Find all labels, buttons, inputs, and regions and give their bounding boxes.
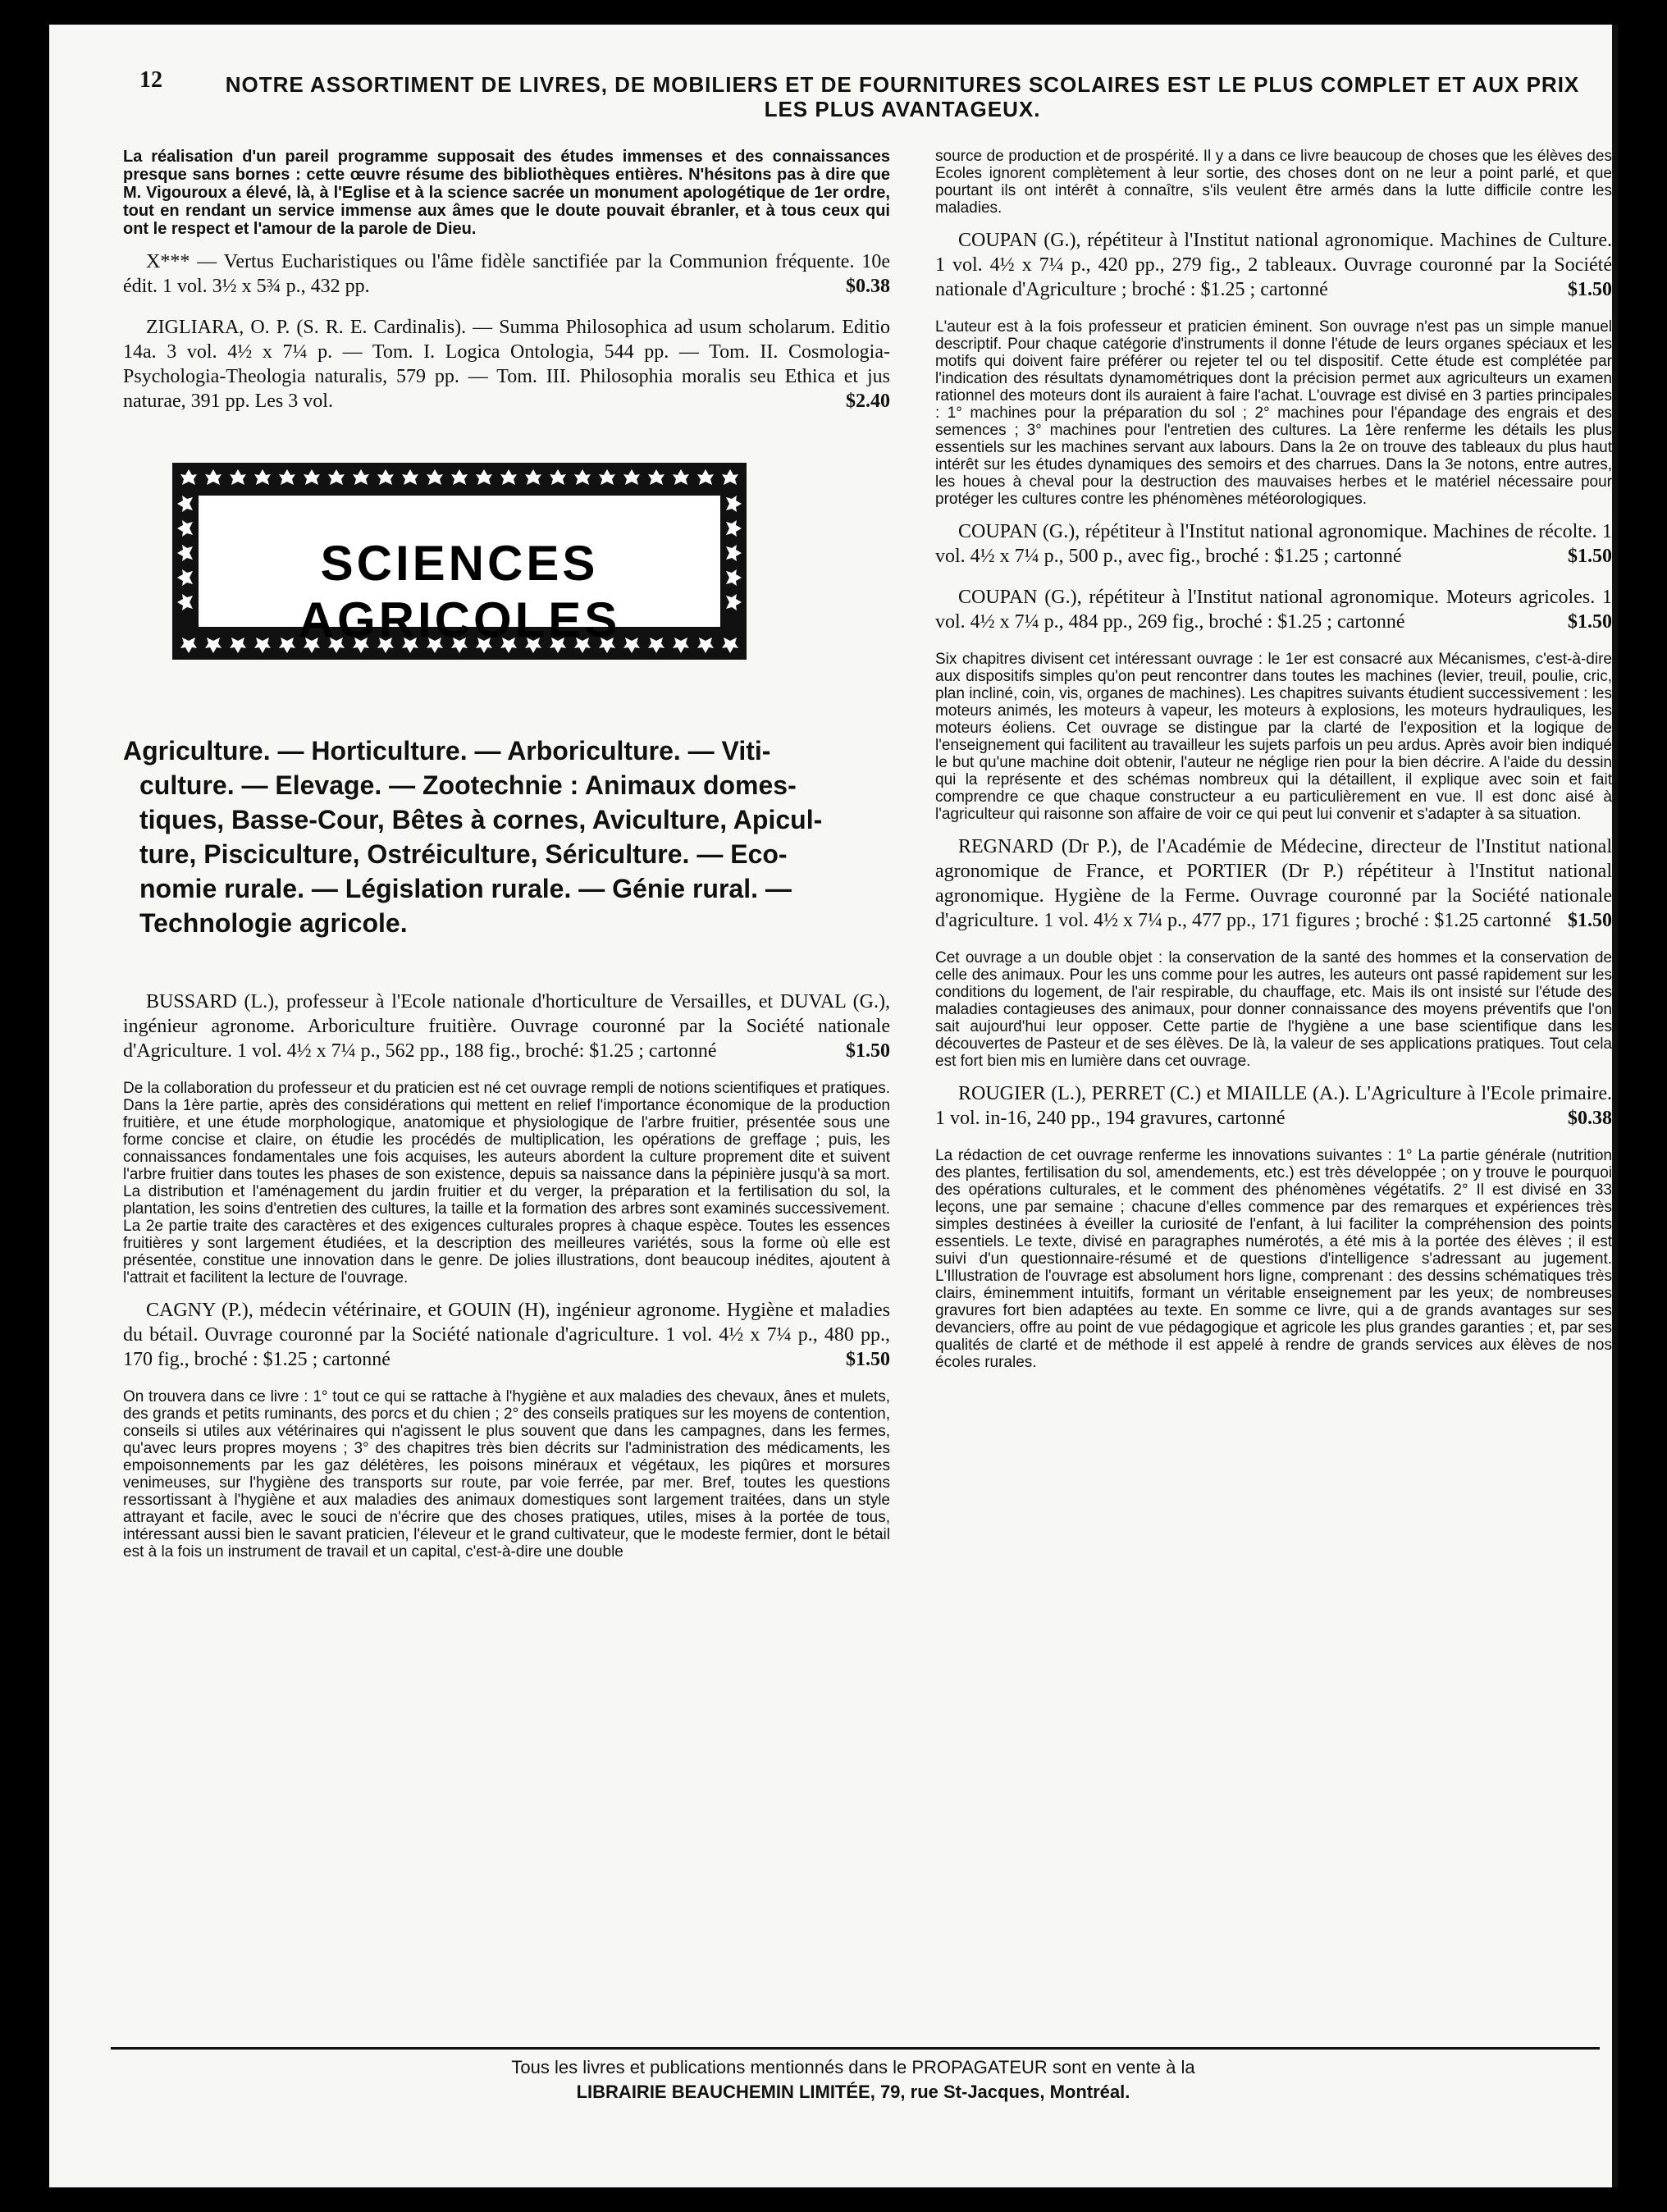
topics-line: nomie rurale. — Législation rurale. — Génie rural. — — [139, 874, 792, 903]
page-number: 12 — [139, 67, 162, 93]
entry-rougier-text: ROUGIER (L.), PERRET (C.) et MIAILLE (A.). L'Agriculture à l'Ecole primaire. 1 vol. in-16, 240 pp., 194 gravures, cartonné — [935, 1083, 1612, 1129]
right-column — [935, 148, 1612, 1382]
continued-paragraph: source de production et de prospérité. Il y a dans ce livre beaucoup de choses que les élèves des Ecoles ignorent complètement à leur sortie, des choses dont on ne leur a point parlé, et que pourtant ils ont intérêt à connaître, s'ils veulent être armés dans la lutte difficile contre les maladies. — [935, 148, 1612, 217]
bussard-description: De la collaboration du professeur et du praticien est né cet ouvrage rempli de notions scientifiques et pratiques. Dans la 1ère partie, après des considérations qui mettent en relief l'importance économique de la production fruitière, et une étude morphologique, anatomique et physiologique de l'arbre fruitier, présentée sous une forme concise et claire, on étudie les procédés de multiplication, les opérations de greffage ; puis, les connaissances fondamentales une fois acquises, les auteurs abordent la culture proprement dite et suivent l'arbre fruitier dans toutes les phases de son existence, depuis sa naissance dans la pépinière jusqu'à sa mort. La distribution et l'aménagement du jardin fruitier et du verger, la préparation et la fertilisation du sol, la plantation, les soins d'entretien des cultures, la taille et la formation des arbres sont examinés successivement. La 2e partie traite des caractères et des exigences culturales propres à chaque espèce. Toutes les essences fruitières y sont largement étudiées, et la description des meilleures variétés, sous la forme où elle est présentée, constitue une innovation dans le genre. De jolies illustrations, dont beaucoup inédites, ajoutent à l'attrait et facilitent la lecture de l'ouvrage. — [123, 1080, 890, 1287]
entry-regnard-price: $1.50 — [1568, 910, 1612, 931]
entry-rougier-price: $0.38 — [1568, 1108, 1612, 1129]
topics-line: ture, Pisciculture, Ostréiculture, Sériculture. — Eco- — [139, 839, 788, 869]
entry-coupan1-price: $1.50 — [1568, 279, 1612, 300]
catalog-entry-x — [123, 249, 890, 299]
entry-coupan3-text: COUPAN (G.), répétiteur à l'Institut national agronomique. Moteurs agricoles. 1 vol. 4½ x 7¼ p., 484 pp., 269 fig., broché : $1.25 ; cartonné — [935, 587, 1612, 633]
section-title: SCIENCES AGRICOLES — [298, 536, 621, 647]
cagny-description: On trouvera dans ce livre : 1° tout ce qui se rattache à l'hygiène et aux maladies des chevaux, ânes et mulets, des grands et petits ruminants, des porcs et du chien ; 2° des conseils pratiques sur les moyens de contention, conseils si utiles aux vétérinaires qui n'agissent le plus souvent que dans les campagnes, dans les fermes, qu'avec leurs propres moyens ; 3° des chapitres très bien décrits sur l'administration des médicaments, les empoisonnements par les gaz délétères, les poisons minéraux et végétaux, les piqûres et morsures venimeuses, sur l'hygiène des transports sur route, par voie ferrée, par mer. Bref, toutes les questions ressortissant à l'hygiène et aux maladies des animaux domestiques sont largement traitées, dans un style attrayant et facile, avec le souci de n'écrire que des choses pratiques, utiles, mises à la portée de tous, intéressant aussi bien le savant praticien, l'éleveur et le grand cultivateur, que le modeste fermier, dont le bétail est à la fois un instrument de travail et un capital, c'est-à-dire une double — [123, 1388, 890, 1561]
catalog-entry-regnard — [935, 834, 1612, 933]
entry-cagny-price: $1.50 — [846, 1349, 890, 1370]
catalog-entry-coupan-recolte — [935, 519, 1612, 569]
adjacent-page-edge — [1612, 25, 1618, 2187]
entry-cagny-text: CAGNY (P.), médecin vétérinaire, et GOUIN (H), ingénieur agronome. Hygiène et maladies du bétail. Ouvrage couronné par la Société nationale d'agriculture. 1 vol. 4½ x 7¼ p., 480 pp., 170 fig., broché : $1.25 ; cartonné — [123, 1300, 890, 1370]
catalog-entry-bussard — [123, 989, 890, 1063]
regnard-description: Cet ouvrage a un double objet : la conservation de la santé des hommes et la conservation de celle des animaux. Pour les uns comme pour les autres, les auteurs ont passé rapidement sur les conditions du logement, de l'air respirable, du chauffage, etc. Mais ils ont insisté sur l'étude des maladies contagieuses des animaux, pour donner connaissance des moyens préventifs que l'on sait aujourd'hui leur opposer. Cette partie de l'hygiène a une base scientifique dans les découvertes de Pasteur et de ses élèves. De là, la valeur de ses applications pratiques. Tout cela est fort bien mis en lumière dans cet ouvrage. — [935, 949, 1612, 1070]
entry-coupan3-price: $1.50 — [1568, 611, 1612, 633]
section-banner — [172, 463, 747, 660]
topics-list — [123, 734, 890, 940]
scanned-page — [49, 25, 1618, 2187]
footer-line-2: LIBRAIRIE BEAUCHEMIN LIMITÉE, 79, rue St-Jacques, Montréal. — [576, 2082, 1130, 2102]
entry-x-text: X*** — Vertus Eucharistiques ou l'âme fidèle sanctifiée par la Communion fréquente. 10e édit. 1 vol. 3½ x 5¾ p., 432 pp. — [123, 251, 890, 297]
footer-line-1: Tous les livres et publications mentionnés dans le PROPAGATEUR sont en vente à la — [511, 2057, 1195, 2077]
entry-zigliara-price: $2.40 — [846, 391, 890, 412]
catalog-entry-coupan-moteurs — [935, 585, 1612, 634]
entry-coupan2-text: COUPAN (G.), répétiteur à l'Institut national agronomique. Machines de récolte. 1 vol. 4½ x 7¼ p., 500 p., avec fig., broché : $1.25 ; cartonné — [935, 521, 1612, 567]
topics-line: Technologie agricole. — [139, 908, 408, 938]
footer-rule — [111, 2047, 1600, 2050]
topics-line: culture. — Elevage. — Zootechnie : Animaux domes- — [139, 770, 797, 800]
catalog-entry-cagny — [123, 1298, 890, 1372]
entry-coupan2-price: $1.50 — [1568, 546, 1612, 567]
banner-panel — [199, 496, 720, 647]
entry-bussard-price: $1.50 — [846, 1040, 890, 1062]
entry-bussard-text: BUSSARD (L.), professeur à l'Ecole nationale d'horticulture de Versailles, et DUVAL (G.), ingénieur agronome. Arboriculture fruitière. Ouvrage couronné par la Société nationale d'Agriculture. 1 vol. 4½ x 7¼ p., 562 pp., 188 fig., broché: $1.25 ; cartonné — [123, 991, 890, 1062]
catalog-entry-rougier — [935, 1081, 1612, 1131]
rougier-description: La rédaction de cet ouvrage renferme les innovations suivantes : 1° La partie générale (nutrition des plantes, fertilisation du sol, amendements, etc.) est très développée ; on y trouve le pourquoi des opérations culturales, et le comment des phénomènes végétatifs. 2° Il est divisé en 33 leçons, une par semaine ; chacune d'elles commence par des remarques et expériences très simples destinées à éveiller la curiosité de l'enfant, à lui faciliter la compréhension des points essentiels. Le texte, divisé en paragraphes numérotés, a été mis à la portée des élèves ; il est suivi d'un questionnaire-résumé et de questions d'intelligence s'adressant au jugement. L'Illustration de l'ouvrage est absolument hors ligne, comprenant : des dessins schématiques très clairs, éminemment intuitifs, formant un véritable enseignement par les yeux; de nombreuses gravures fort bien adaptées au texte. En somme ce livre, qui a de grands avantages sur ses devanciers, offre au point de vue pédagogique et agricole les plus grandes garanties ; et, par ses qualités de clarté et de méthode il est appelé à rendre de grands services aux élèves de nos écoles rurales. — [935, 1147, 1612, 1371]
topics-line: tiques, Basse-Cour, Bêtes à cornes, Aviculture, Apicul- — [139, 805, 823, 834]
coupan1-description: L'auteur est à la fois professeur et praticien éminent. Son ouvrage n'est pas un simple manuel descriptif. Pour chaque catégorie d'instruments il donne l'étude de leurs organes spéciaux et les motifs qui doivent faire préférer ou rejeter tel ou tel dispositif. Cette étude est complétée par l'indication des résultats dynamométriques dont la précision permet aux agriculteurs un examen rationnel des moteurs dont ils auraient à faire l'achat. L'ouvrage est divisé en 3 parties principales : 1° machines pour la préparation du sol ; 2° machines pour l'épandage des engrais et des semences ; 3° machines pour l'entretien des cultures. La 1ère renferme les détails les plus essentiels sur les machines servant aux labours. Dans la 2e on trouve des tableaux du plus haut intérêt sur les études dynamiques des semoirs et des charrues. Dans la 3e notons, entre autres, les houes à cheval pour la destruction des mauvaises herbes et le matériel nécessaire pour protéger les cultures contre les phénomènes météorologiques. — [935, 318, 1612, 508]
entry-x-price: $0.38 — [846, 276, 890, 297]
topics-line: Agriculture. — Horticulture. — Arboriculture. — Viti- — [123, 736, 771, 766]
catalog-entry-coupan-culture — [935, 228, 1612, 302]
entry-coupan1-text: COUPAN (G.), répétiteur à l'Institut national agronomique. Machines de Culture. 1 vol. 4½ x 7¼ p., 420 pp., 279 fig., 2 tableaux. Ouvrage couronné par la Société nationale d'Agriculture ; broché : $1.25 ; cartonné — [935, 230, 1612, 300]
header-notice: NOTRE ASSORTIMENT DE LIVRES, DE MOBILIERS ET DE FOURNITURES SCOLAIRES EST LE PLUS COMPLET ET AUX PRIX LES PLUS AVANTAGEUX. — [225, 72, 1580, 121]
catalog-entry-zigliara — [123, 315, 890, 414]
coupan3-description: Six chapitres divisent cet intéressant ouvrage : le 1er est consacré aux Mécanismes, c'est-à-dire aux dispositifs simples qu'on peut rencontrer dans toutes les machines (levier, treuil, poulie, cric, plan incliné, coin, vis, organes de machines). Les chapitres suivants étudient successivement : les moteurs animés, les moteurs à vapeur, les moteurs à explosions, les moteurs hydrauliques, les moteurs éoliens. Cet ouvrage se distingue par la clarté de l'exposition et la logique de l'enseignement qui facilitent au travailleur les sujets parfois un peu ardus. Après avoir bien indiqué le but qu'une machine doit obtenir, l'auteur ne néglige rien pour la bien décrire. A l'aide du dessin qui la représente et des schémas nombreux qui la détaillent, il explique avec soin et fait comprendre ce que chaque constructeur a eu particulièrement en vue. Il est donc aisé à l'agriculteur qui raisonne son affaire de voir ce qui peut lui convenir et s'adapter à sa situation. — [935, 651, 1612, 823]
left-column — [123, 148, 890, 1572]
entry-regnard-text: REGNARD (Dr P.), de l'Académie de Médecine, directeur de l'Institut national agronomique de France, et PORTIER (Dr P.) répétiteur à l'Institut national agronomique. Hygiène de la Ferme. Ouvrage couronné par la Société nationale d'agriculture. 1 vol. 4½ x 7¼ p., 477 pp., 171 figures ; broché : $1.25 cartonné — [935, 836, 1612, 931]
intro-paragraph: La réalisation d'un pareil programme supposait des études immenses et des connaissances presque sans bornes : cette œuvre résume des bibliothèques entières. N'hésitons pas à dire que M. Vigouroux a élevé, là, à l'Eglise et à la science sacrée un monument apologétique de 1er ordre, tout en rendant un service immense aux âmes que le doute pouvait ébranler, et à tous ceux qui ont le respect et l'amour de la parole de Dieu. — [123, 148, 890, 238]
entry-zigliara-text: ZIGLIARA, O. P. (S. R. E. Cardinalis). — Summa Philosophica ad usum scholarum. Editio 14a. 3 vol. 4½ x 7¼ p. — Tom. I. Logica Ontologia, 544 pp. — Tom. II. Cosmologia-Psychologia-Theologia naturalis, 579 pp. — Tom. III. Philosophia moralis seu Ethica et jus naturae, 391 pp. Les 3 vol. — [123, 317, 890, 412]
page-footer — [213, 2055, 1493, 2105]
